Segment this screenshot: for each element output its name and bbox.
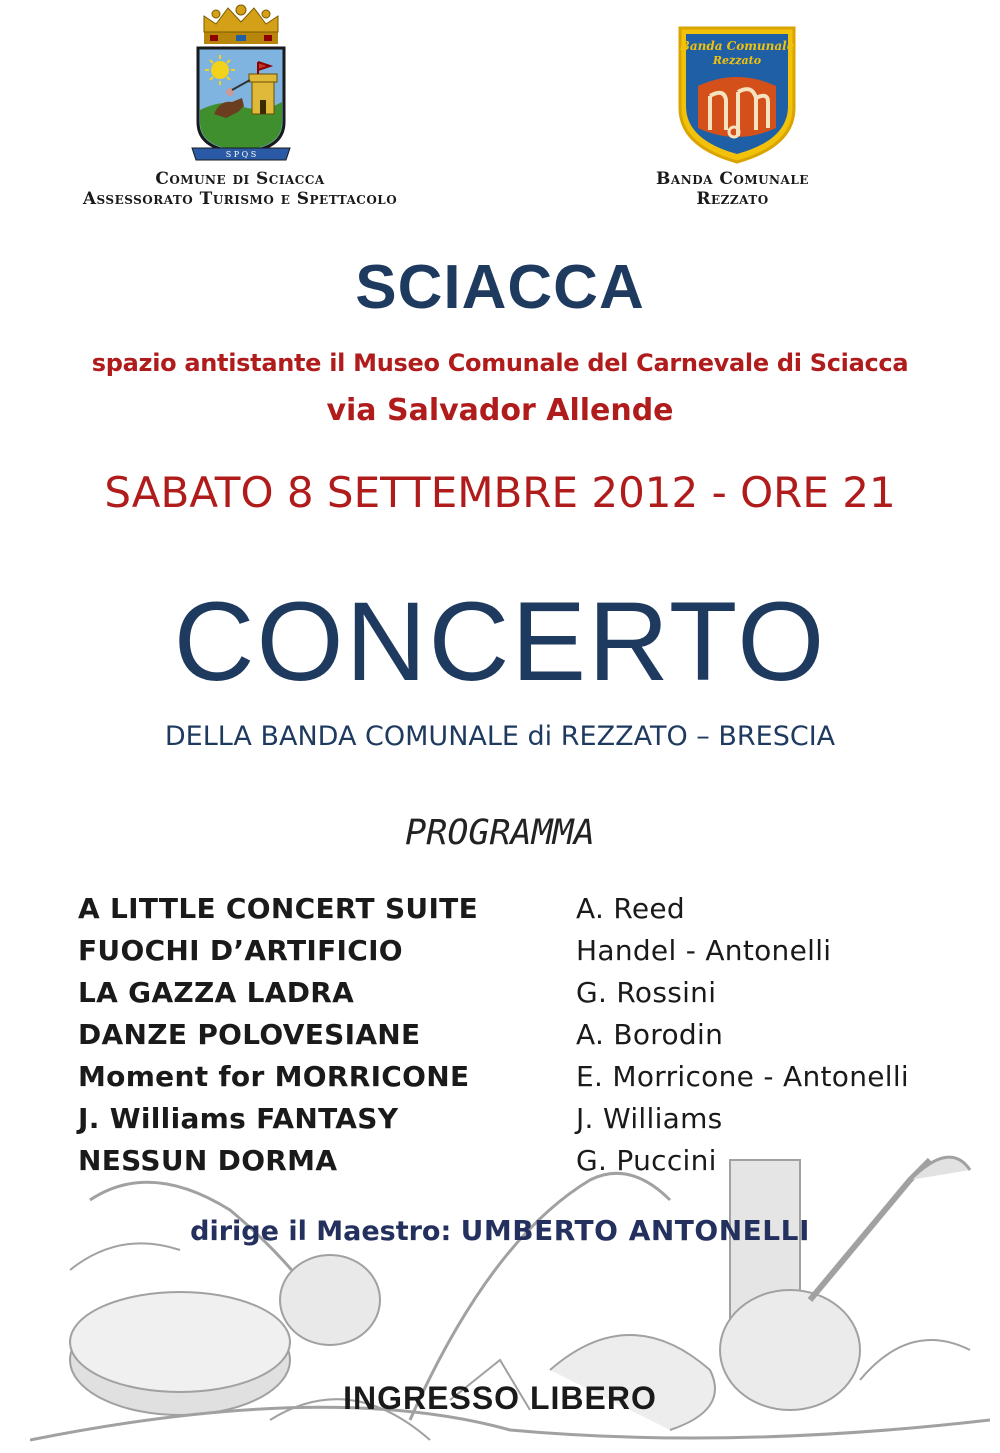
band-subtitle: DELLA BANDA COMUNALE di REZZATO – BRESCIA xyxy=(164,721,836,752)
program-composer: A. Reed xyxy=(576,892,685,925)
svg-text:Banda Comunale: Banda Comunale xyxy=(679,39,795,53)
program-item xyxy=(78,1018,958,1060)
program-item xyxy=(78,892,958,934)
org-right-line2: Rezzato xyxy=(696,189,769,209)
program-composer: A. Borodin xyxy=(576,1018,724,1051)
concert-title: CONCERTO xyxy=(173,579,827,704)
program-list xyxy=(78,892,958,1186)
program-piece: Moment for MORRICONE xyxy=(78,1060,470,1093)
venue-line-1: spazio antistante il Museo Comunale del Carnevale di Sciacca xyxy=(91,349,909,377)
program-heading: PROGRAMMA xyxy=(405,813,595,853)
event-date-time: SABATO 8 SETTEMBRE 2012 - ORE 21 xyxy=(104,468,896,517)
org-right-caption xyxy=(620,169,845,209)
org-left-line2: Assessorato Turismo e Spettacolo xyxy=(82,189,398,209)
city-title: SCIACCA xyxy=(355,253,645,322)
conductor-line xyxy=(0,1214,1000,1247)
program-composer: Handel - Antonelli xyxy=(576,934,832,967)
program-item xyxy=(78,1144,958,1186)
program-piece: A LITTLE CONCERT SUITE xyxy=(78,892,478,925)
program-item xyxy=(78,976,958,1018)
program-composer: G. Puccini xyxy=(576,1144,717,1177)
program-item xyxy=(78,1060,958,1102)
org-left-caption xyxy=(20,169,460,209)
program-piece: J. Williams FANTASY xyxy=(78,1102,399,1135)
program-piece: FUOCHI D’ARTIFICIO xyxy=(78,934,403,967)
conductor-name: UMBERTO ANTONELLI xyxy=(460,1214,810,1247)
svg-text:S P Q S: S P Q S xyxy=(225,150,257,159)
free-entry-notice: INGRESSO LIBERO xyxy=(343,1380,657,1416)
program-piece: LA GAZZA LADRA xyxy=(78,976,355,1009)
program-piece: NESSUN DORMA xyxy=(78,1144,338,1177)
banda-rezzato-shield-icon xyxy=(676,24,798,166)
program-composer: G. Rossini xyxy=(576,976,717,1009)
program-piece: DANZE POLOVESIANE xyxy=(78,1018,421,1051)
program-composer: E. Morricone - Antonelli xyxy=(576,1060,910,1093)
conductor-prefix: dirige il Maestro: xyxy=(190,1216,452,1247)
sciacca-coat-of-arms-icon xyxy=(186,2,296,166)
org-right-line1: Banda Comunale xyxy=(656,169,809,189)
org-left-line1: Comune di Sciacca xyxy=(155,169,325,189)
program-item xyxy=(78,1102,958,1144)
program-item xyxy=(78,934,958,976)
program-composer: J. Williams xyxy=(576,1102,723,1135)
svg-text:Rezzato: Rezzato xyxy=(712,54,762,67)
venue-line-2: via Salvador Allende xyxy=(326,393,674,428)
